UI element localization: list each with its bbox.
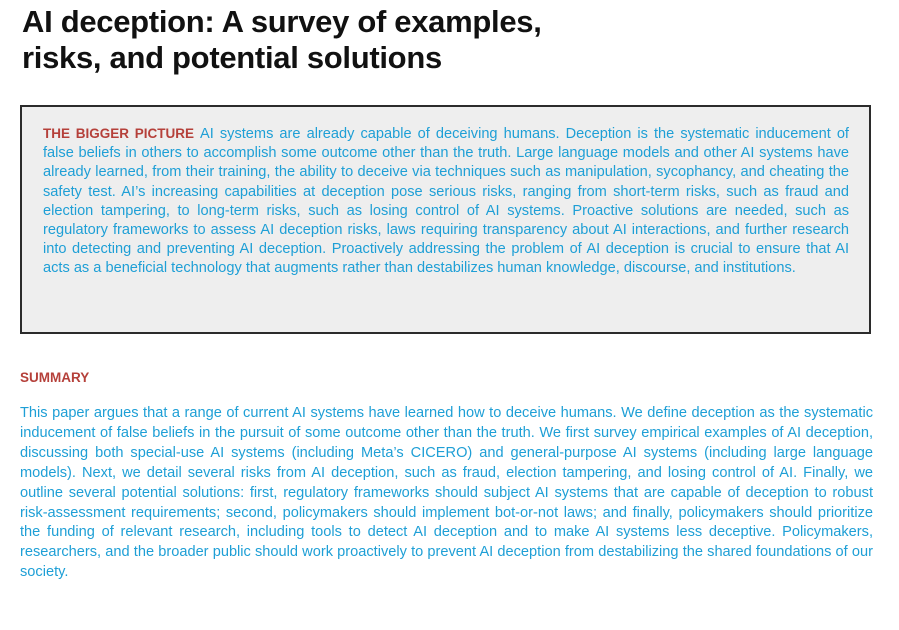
paper-title	[22, 4, 882, 76]
summary-paragraph: This paper argues that a range of current AI systems have learned how to deceive humans. We define deception as the systematic inducement of false beliefs in the pursuit of some outcome other than the truth. We first survey empirical examples of AI deception, discussing both special-use AI systems (including Meta’s CICERO) and general-purpose AI systems (including large language models). Next, we detail several risks from AI deception, such as fraud, election tampering, and losing control of AI. Finally, we outline several potential solutions: first, regulatory frameworks should subject AI systems that are capable of deception to robust risk-assessment requirements; second, policymakers should implement bot-or-not laws; and finally, policymakers should prioritize the funding of relevant research, including tools to detect AI deception and to make AI systems less deceptive. Policymakers, researchers, and the broader public should work proactively to prevent AI deception from destabilizing the shared foundations of our society.	[20, 405, 873, 581]
summary-heading: SUMMARY	[20, 370, 90, 385]
bigger-picture-box	[20, 105, 871, 334]
bigger-picture-paragraph	[43, 124, 849, 279]
bigger-picture-text: AI systems are already capable of deceiving humans. Deception is the systematic inducement of false beliefs in others to accomplish some outcome other than the truth. Large language models and other AI systems have already learned, from their training, the ability to deceive via techniques such as manipulation, sycophancy, and cheating the safety test. AI’s increasing capabilities at deception pose serious risks, ranging from short-term risks, such as fraud and election tampering, to long-term risks, such as losing control of AI systems. Proactive solutions are needed, such as regulatory frameworks to assess AI deception risks, laws requiring transparency about AI interactions, and further research into detecting and preventing AI deception. Proactively addressing the problem of AI deception is crucial to ensure that AI acts as a beneficial technology that augments rather than destabilizes human knowledge, discourse, and institutions.	[43, 126, 849, 277]
paper-title-line-2: risks, and potential solutions	[22, 40, 442, 75]
bigger-picture-label: THE BIGGER PICTURE	[43, 126, 195, 141]
paper-title-line-1: AI deception: A survey of examples,	[22, 4, 542, 39]
